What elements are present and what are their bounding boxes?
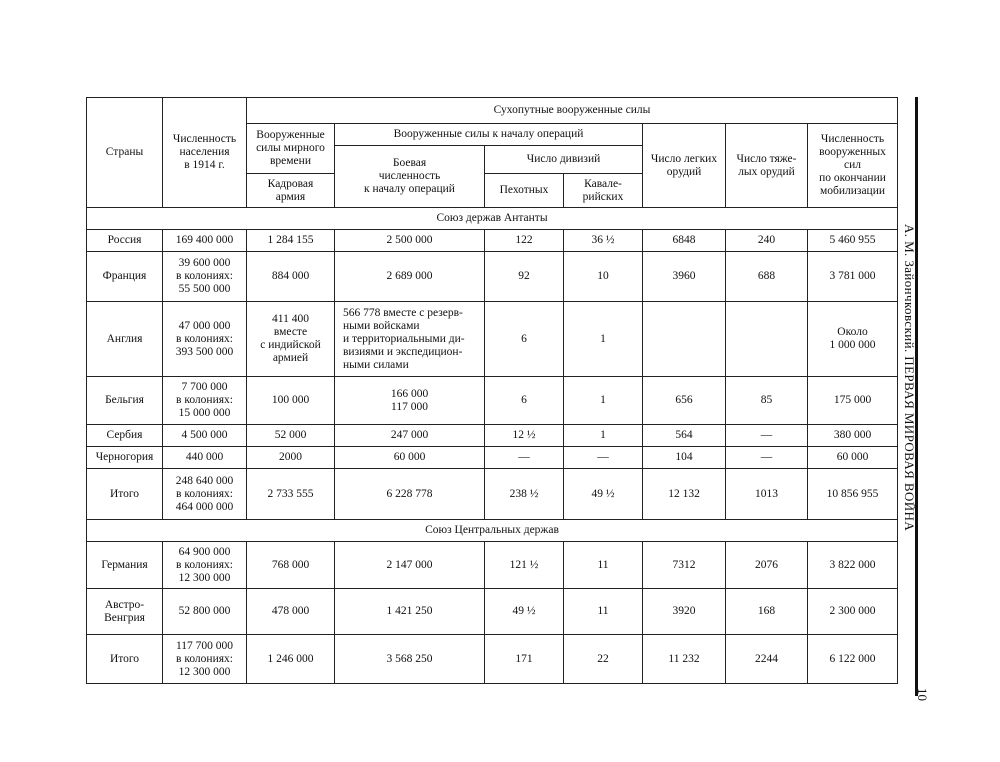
section-title: Союз Центральных держав	[87, 520, 898, 542]
cell-heavy-guns: 1013	[726, 469, 808, 520]
header-heavy-guns: Число тяже- лых орудий	[726, 124, 808, 208]
table-row	[87, 447, 898, 469]
cell-cavalry-divisions: 11	[564, 542, 643, 589]
cell-population: 52 800 000	[163, 589, 247, 635]
cell-mobilized: 175 000	[808, 377, 898, 425]
cell-country: Россия	[87, 230, 163, 252]
cell-infantry-divisions: 6	[485, 302, 564, 377]
table-row	[87, 302, 898, 377]
cell-cavalry-divisions: 49 ½	[564, 469, 643, 520]
cell-infantry-divisions: —	[485, 447, 564, 469]
cell-heavy-guns: —	[726, 447, 808, 469]
cell-population: 7 700 000 в колониях: 15 000 000	[163, 377, 247, 425]
cell-light-guns: 104	[643, 447, 726, 469]
cell-mobilized: 6 122 000	[808, 635, 898, 684]
cell-combat-strength: 2 500 000	[335, 230, 485, 252]
cell-mobilized: 380 000	[808, 425, 898, 447]
cell-combat-strength: 6 228 778	[335, 469, 485, 520]
cell-heavy-guns: 688	[726, 252, 808, 302]
cell-mobilized: 2 300 000	[808, 589, 898, 635]
header-population: Численность населения в 1914 г.	[163, 98, 247, 208]
cell-cavalry-divisions: —	[564, 447, 643, 469]
cell-population: 47 000 000 в колониях: 393 500 000	[163, 302, 247, 377]
cell-mobilized: 5 460 955	[808, 230, 898, 252]
cell-infantry-divisions: 92	[485, 252, 564, 302]
cell-country: Черногория	[87, 447, 163, 469]
cell-cadre-army: 478 000	[247, 589, 335, 635]
cell-infantry-divisions: 121 ½	[485, 542, 564, 589]
cell-cadre-army: 1 246 000	[247, 635, 335, 684]
cell-combat-strength: 166 000 117 000	[335, 377, 485, 425]
table-row	[87, 635, 898, 684]
cell-heavy-guns: 240	[726, 230, 808, 252]
cell-heavy-guns: —	[726, 425, 808, 447]
cell-light-guns: 564	[643, 425, 726, 447]
cell-population: 4 500 000	[163, 425, 247, 447]
cell-country: Франция	[87, 252, 163, 302]
header-countries: Страны	[87, 98, 163, 208]
header-mobilized: Численность вооруженных сил по окончании мобилизации	[808, 124, 898, 208]
table-row	[87, 377, 898, 425]
table-row	[87, 542, 898, 589]
cell-cadre-army: 1 284 155	[247, 230, 335, 252]
cell-mobilized: 10 856 955	[808, 469, 898, 520]
cell-cavalry-divisions: 22	[564, 635, 643, 684]
header-peacetime: Вооруженные силы мирного времени	[247, 124, 335, 174]
cell-cadre-army: 411 400 вместе с индийской армией	[247, 302, 335, 377]
cell-cadre-army: 52 000	[247, 425, 335, 447]
cell-country: Германия	[87, 542, 163, 589]
header-divisions: Число дивизий	[485, 146, 643, 174]
cell-country: Итого	[87, 635, 163, 684]
cell-heavy-guns: 85	[726, 377, 808, 425]
cell-cadre-army: 2 733 555	[247, 469, 335, 520]
cell-heavy-guns: 168	[726, 589, 808, 635]
cell-country: Итого	[87, 469, 163, 520]
cell-cavalry-divisions: 10	[564, 252, 643, 302]
section-title: Союз держав Антанты	[87, 208, 898, 230]
header-start-forces: Вооруженные силы к началу операций	[335, 124, 643, 146]
cell-population: 440 000	[163, 447, 247, 469]
cell-cavalry-divisions: 1	[564, 302, 643, 377]
cell-population: 117 700 000 в колониях: 12 300 000	[163, 635, 247, 684]
section-row	[87, 208, 898, 230]
cell-light-guns: 6848	[643, 230, 726, 252]
header-light-guns: Число легких орудий	[643, 124, 726, 208]
cell-population: 64 900 000 в колониях: 12 300 000	[163, 542, 247, 589]
cell-population: 248 640 000 в колониях: 464 000 000	[163, 469, 247, 520]
cell-combat-strength: 3 568 250	[335, 635, 485, 684]
header-cavalry: Кавале- рийских	[564, 174, 643, 208]
cell-country: Сербия	[87, 425, 163, 447]
cell-cadre-army: 2000	[247, 447, 335, 469]
header-infantry: Пехотных	[485, 174, 564, 208]
table-row	[87, 469, 898, 520]
cell-light-guns	[643, 302, 726, 377]
cell-cavalry-divisions: 1	[564, 425, 643, 447]
cell-combat-strength: 1 421 250	[335, 589, 485, 635]
cell-combat-strength: 566 778 вместе с резерв- ными войсками и территориальными ди- визиями и экспедицион- ными силами	[335, 302, 485, 377]
table-row	[87, 252, 898, 302]
cell-mobilized: 3 781 000	[808, 252, 898, 302]
running-title-text: А. М. Зайончковский. ПЕРВАЯ МИРОВАЯ ВОЙНА	[902, 224, 917, 532]
cell-cadre-army: 100 000	[247, 377, 335, 425]
cell-infantry-divisions: 49 ½	[485, 589, 564, 635]
cell-country: Австро- Венгрия	[87, 589, 163, 635]
cell-heavy-guns: 2244	[726, 635, 808, 684]
cell-heavy-guns: 2076	[726, 542, 808, 589]
cell-combat-strength: 60 000	[335, 447, 485, 469]
table-row	[87, 230, 898, 252]
cell-mobilized: Около 1 000 000	[808, 302, 898, 377]
cell-mobilized: 3 822 000	[808, 542, 898, 589]
table-row	[87, 589, 898, 635]
cell-heavy-guns	[726, 302, 808, 377]
cell-combat-strength: 2 147 000	[335, 542, 485, 589]
cell-light-guns: 3960	[643, 252, 726, 302]
section-row	[87, 520, 898, 542]
header-combat-strength: Боевая численность к началу операций	[335, 146, 485, 208]
header-ground-forces: Сухопутные вооруженные силы	[247, 98, 898, 124]
header-cadre-army: Кадровая армия	[247, 174, 335, 208]
cell-population: 39 600 000 в колониях: 55 500 000	[163, 252, 247, 302]
forces-table	[86, 97, 898, 684]
cell-combat-strength: 2 689 000	[335, 252, 485, 302]
cell-cavalry-divisions: 11	[564, 589, 643, 635]
cell-population: 169 400 000	[163, 230, 247, 252]
cell-combat-strength: 247 000	[335, 425, 485, 447]
cell-infantry-divisions: 238 ½	[485, 469, 564, 520]
cell-cadre-army: 768 000	[247, 542, 335, 589]
cell-light-guns: 7312	[643, 542, 726, 589]
cell-infantry-divisions: 6	[485, 377, 564, 425]
cell-light-guns: 3920	[643, 589, 726, 635]
page-number-text: 10	[915, 688, 930, 701]
cell-infantry-divisions: 171	[485, 635, 564, 684]
cell-country: Англия	[87, 302, 163, 377]
cell-light-guns: 656	[643, 377, 726, 425]
cell-cavalry-divisions: 1	[564, 377, 643, 425]
cell-light-guns: 12 132	[643, 469, 726, 520]
cell-country: Бельгия	[87, 377, 163, 425]
cell-infantry-divisions: 122	[485, 230, 564, 252]
table-row	[87, 425, 898, 447]
cell-infantry-divisions: 12 ½	[485, 425, 564, 447]
cell-light-guns: 11 232	[643, 635, 726, 684]
cell-cadre-army: 884 000	[247, 252, 335, 302]
cell-mobilized: 60 000	[808, 447, 898, 469]
cell-cavalry-divisions: 36 ½	[564, 230, 643, 252]
